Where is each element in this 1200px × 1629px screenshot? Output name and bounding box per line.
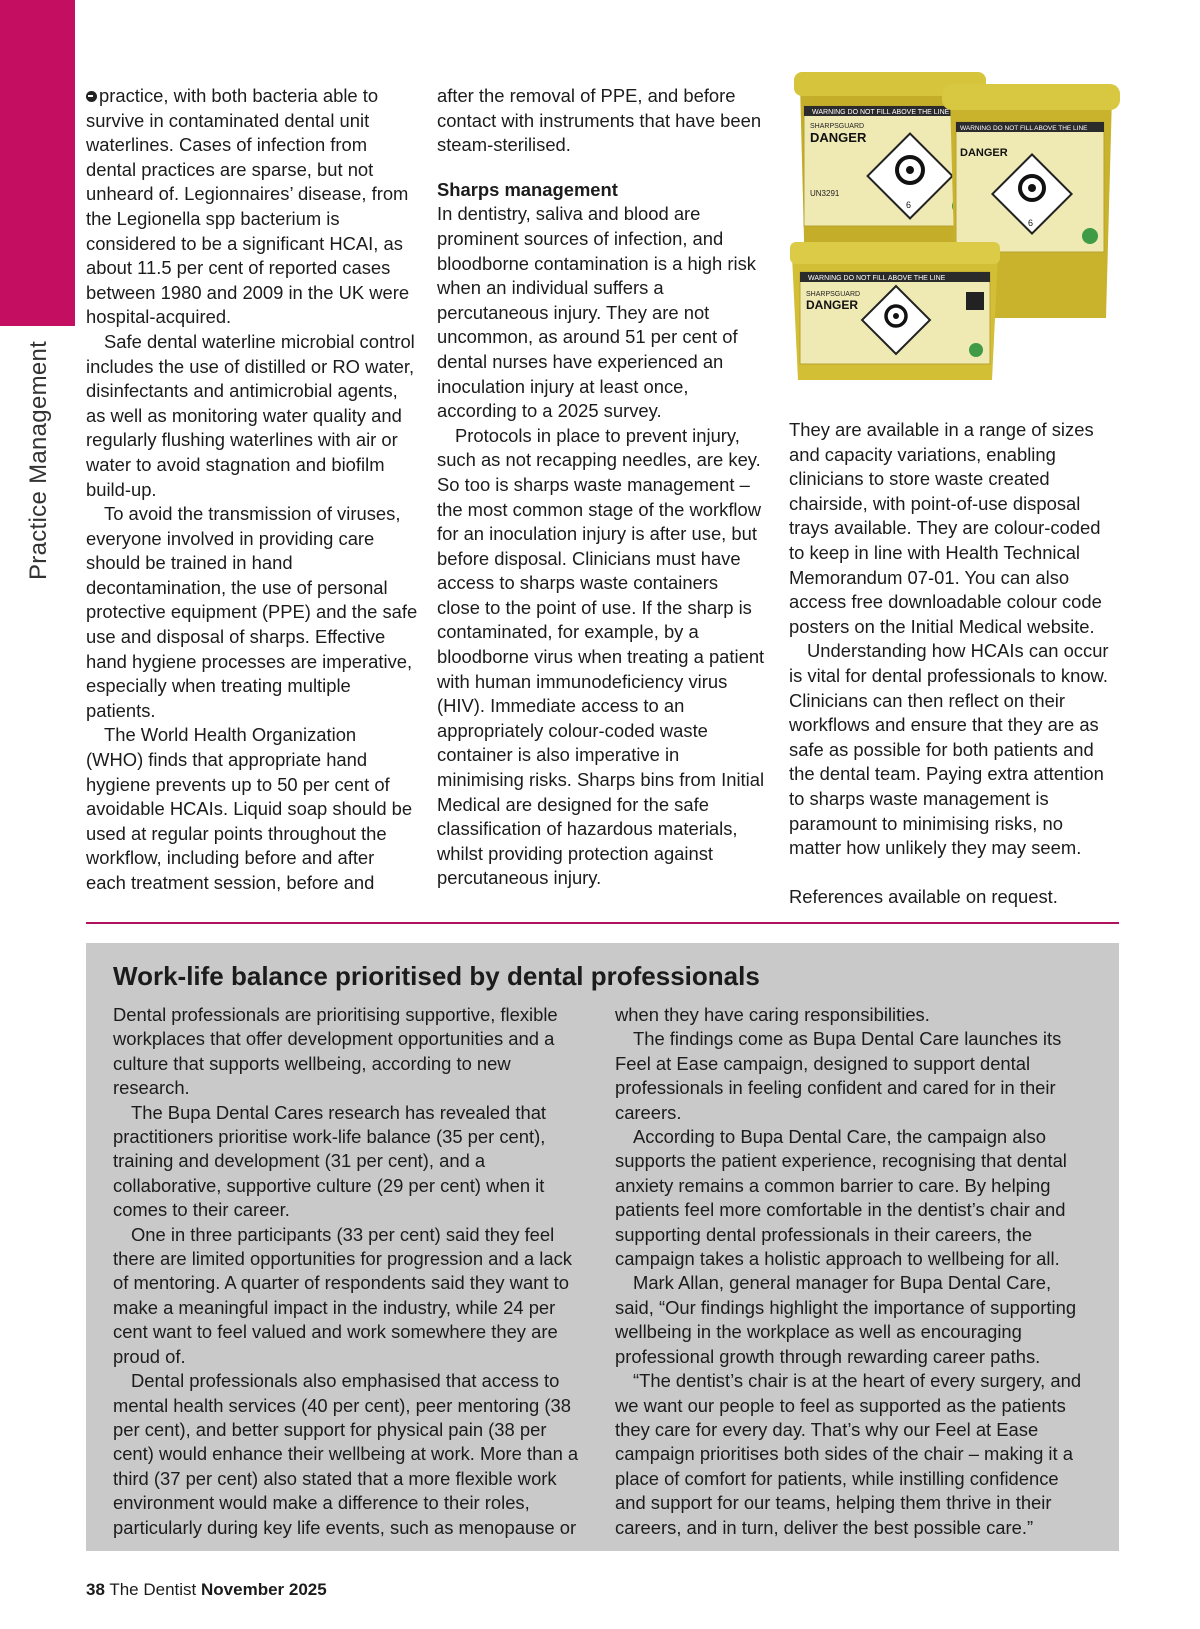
- paragraph: The Bupa Dental Cares research has revealed that practitioners prioritise work-life balance (35 per cent), training and development (31 per cent), and a collaborative, supportive culture (29 per cent) when it comes to their career.: [113, 1101, 547, 1221]
- paragraph: According to Bupa Dental Care, the campaign also supports the patient experience, recognising that dental anxiety remains a common barrier to care. By helping patients feel more comfortable in the dentist’s chair and supporting dental professionals in their careers, the campaign takes a holistic approach to wellbeing for all.: [615, 1126, 1067, 1270]
- page-number: 38: [86, 1580, 105, 1599]
- references-note: References available on request.: [789, 885, 1058, 907]
- continued-arrow-icon: [86, 91, 97, 102]
- svg-text:UN3291: UN3291: [810, 189, 840, 198]
- paragraph: after the removal of PPE, and before contact with instruments that have been steam-sterilised.: [437, 85, 762, 156]
- paragraph: Dental professionals are prioritising supportive, flexible workplaces that offer development opportunities and a culture that supports wellbeing, according to new research.: [113, 1004, 558, 1099]
- paragraph: Dental professionals also emphasised that access to mental health services (40 per cent), peer mentoring (38 per cent), and better support for physical pain (38 per cent) would enhance their wellbeing at work. More than a third (37 per cent) also stated that a more flexible work environment would make a difference to their roles, particularly during key life events, such as menopause or: [113, 1370, 579, 1538]
- paragraph-text: practice, with both bacteria able to survive in contaminated dental unit waterlines. Cases of infection from dental practices are sparse, but not unheard of. Legionnaires’ disease, from the Legionella spp bacterium is considered to be a significant HCAI, as about 11.5 per cent of reported cases between 1980 and 2009 in the UK were hospital-acquired.: [86, 85, 410, 328]
- article-column-3: [789, 418, 1119, 909]
- section-divider: [86, 922, 1119, 924]
- svg-text:SHARPSGUARD: SHARPSGUARD: [810, 123, 865, 130]
- issue-date: November 2025: [201, 1580, 327, 1599]
- paragraph: In dentistry, saliva and blood are prominent sources of infection, and bloodborne contamination is a high risk when an individual suffers a percutaneous injury. They are not uncommon, as around 51 per cent of dental nurses have experienced an inoculation injury at least once, according to a 2025 survey.: [437, 203, 756, 422]
- paragraph: Understanding how HCAIs can occur is vital for dental professionals to know. Clinicians can then reflect on their workflows and ensure that they are as safe as possible for both patients and the dental team. Paying extra attention to sharps waste management is paramount to minimising risks, no matter how unlikely they may seem.: [789, 640, 1109, 859]
- paragraph: The World Health Organization (WHO) finds that appropriate hand hygiene prevents up to 50 per cent of avoidable HCAIs. Liquid soap should be used at regular points throughout the workflow, including before and after each treatment session, before and: [86, 724, 413, 893]
- sharps-bin-small-front: [790, 242, 1000, 380]
- paragraph: [86, 84, 418, 330]
- article-column-1: [86, 84, 418, 896]
- subheading-sharps-management: Sharps management: [437, 178, 618, 200]
- paragraph: Mark Allan, general manager for Bupa Dental Care, said, “Our findings highlight the importance of supporting wellbeing in the workplace as well as encouraging professional growth through rewarding career paths.: [615, 1272, 1077, 1367]
- svg-text:WARNING DO NOT FILL ABOVE THE: WARNING DO NOT FILL ABOVE THE LINE: [812, 109, 950, 116]
- news-box-title: Work-life balance prioritised by dental professionals: [113, 961, 760, 991]
- section-label-text: Practice Management: [25, 340, 52, 580]
- paragraph: The findings come as Bupa Dental Care launches its Feel at Ease campaign, designed to support dental professionals in feeling confident and cared for in their careers.: [615, 1028, 1062, 1123]
- sharps-bins-photo: [790, 66, 1125, 392]
- svg-text:DANGER: DANGER: [960, 147, 1008, 159]
- svg-text:6: 6: [906, 200, 912, 210]
- article-column-2: [437, 84, 765, 891]
- sharps-bins-illustration: [790, 66, 1125, 392]
- paragraph: Protocols in place to prevent injury, such as not recapping needles, are key. So too is sharps waste management – the most common stage of the workflow for an inoculation injury is after use, but before disposal. Clinicians must have access to sharps waste containers close to the point of use. If the sharp is contaminated, for example, by a bloodborne virus when treating a patient with human immunodeficiency virus (HIV). Immediate access to an appropriately colour-coded waste container is also imperative in minimising risks. Sharps bins from Initial Medical are designed for the safe classification of hazardous materials, whilst providing protection against percutaneous injury.: [437, 424, 765, 889]
- paragraph: They are available in a range of sizes and capacity variations, enabling clinicians to store waste created chairside, with point-of-use disposal trays available. They are colour-coded to keep in line with Health Technical Memorandum 07-01. You can also access free downloadable colour code posters on the Initial Medical website.: [789, 419, 1102, 637]
- paragraph: Safe dental waterline microbial control includes the use of distilled or RO water, disinfectants and antimicrobial agents, as well as monitoring water quality and regularly flushing waterlines with air or water to avoid stagnation and biofilm build-up.: [86, 330, 415, 500]
- section-color-bar: [0, 0, 75, 326]
- svg-text:WARNING DO NOT FILL ABOVE THE: WARNING DO NOT FILL ABOVE THE LINE: [960, 125, 1088, 132]
- paragraph: “The dentist’s chair is at the heart of every surgery, and we want our people to feel as supported as the patients they care for every day. That’s why our Feel at Ease campaign prioritises both sides of the chair – making it a place of comfort for patients, while instilling confidence and support for our teams, helping them thrive in their careers, and in turn, deliver the best possible care.”: [615, 1370, 1082, 1538]
- news-box-column-2: [615, 1003, 1085, 1540]
- news-box: [86, 943, 1119, 1551]
- svg-text:SHARPSGUARD: SHARPSGUARD: [806, 291, 861, 298]
- svg-text:DANGER: DANGER: [806, 298, 859, 312]
- news-box-column-1: [113, 1003, 583, 1540]
- paragraph: One in three participants (33 per cent) said they feel there are limited opportunities for progression and a lack of mentoring. A quarter of respondents said they want to make a meaningful impact in the industry, while 24 per cent want to feel valued and work somewhere they are proud of.: [113, 1223, 572, 1367]
- paragraph: To avoid the transmission of viruses, everyone involved in providing care should be trained in hand decontamination, the use of personal protective equipment (PPE) and the safe use and disposal of sharps. Effective hand hygiene processes are imperative, especially when treating multiple patients.: [86, 503, 418, 721]
- svg-text:WARNING DO NOT FILL ABOVE THE: WARNING DO NOT FILL ABOVE THE LINE: [808, 275, 946, 282]
- publication-name: The Dentist: [109, 1580, 197, 1599]
- svg-text:6: 6: [1028, 218, 1034, 228]
- svg-text:DANGER: DANGER: [810, 130, 867, 145]
- page-footer: [86, 1580, 327, 1600]
- paragraph: when they have caring responsibilities.: [615, 1004, 930, 1025]
